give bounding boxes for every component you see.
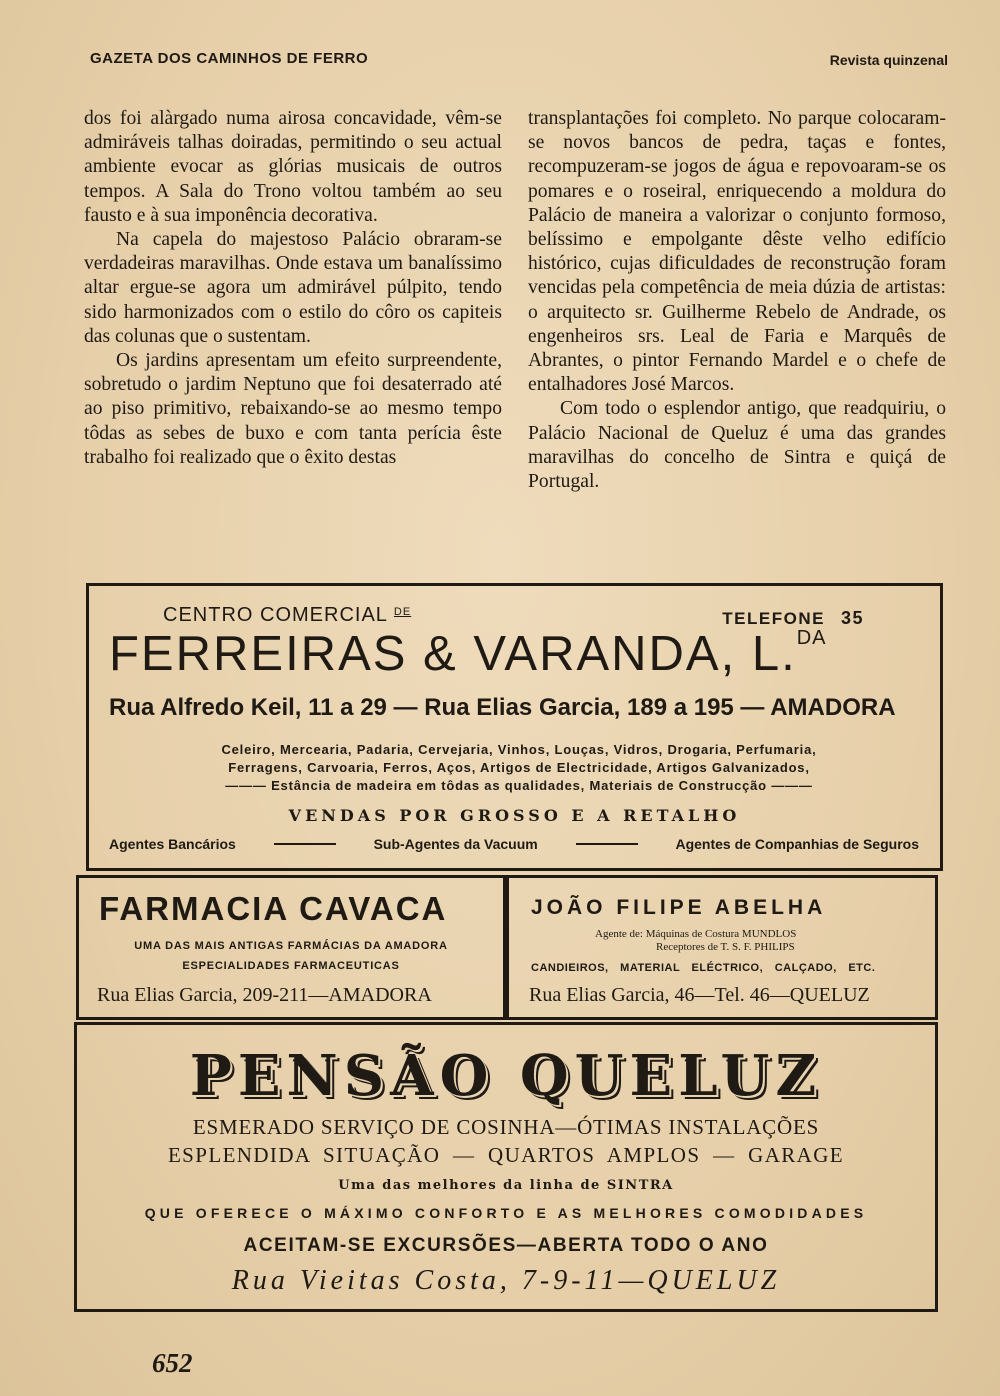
paragraph: dos foi alàrgado numa airosa concavidade, vêm-se admiráveis talhas doiradas, permitindo o seu actual ambiente evocar as glórias musicais de outros tempos. A Sala do Trono voltou também ao seu fausto e à sua imponência decorativa. xyxy=(84,108,502,226)
ad-pensao-line: ESPLENDIDA SITUAÇÃO — QUARTOS AMPLOS — GARAGE xyxy=(167,1143,845,1167)
ad-farmacia-cavaca xyxy=(76,875,506,1020)
ad-ferreiras-agent: Agentes de Companhias de Seguros xyxy=(675,836,919,852)
ad-pensao-line: QUE OFERECE O MÁXIMO CONFORTO E AS MELHORES COMODIDADES xyxy=(144,1205,868,1221)
ad-ferreiras-firm: FERREIRAS & VARANDA, L.$^{DA}$ xyxy=(109,627,827,681)
ad-ferreiras-de: DE xyxy=(393,606,412,618)
ad-pensao-line: ACEITAM-SE EXCURSÕES—ABERTA TODO O ANO xyxy=(243,1235,769,1256)
ad-farmacia-name: FARMACIA CAVACA xyxy=(99,890,448,927)
ad-ferreiras-firm-suffix: DA xyxy=(796,627,827,649)
ad-abelha-name: JOÃO FILIPE ABELHA xyxy=(531,896,827,919)
ad-pensao-address: Rua Vieitas Costa, 7-9-11—QUELUZ xyxy=(231,1265,781,1296)
ad-ferreiras-vendas: VENDAS POR GROSSO E A RETALHO xyxy=(288,806,741,825)
article-column-left xyxy=(84,107,502,470)
ad-pensao-queluz xyxy=(74,1022,938,1312)
ad-farmacia-sub2: ESPECIALIDADES FARMACEUTICAS xyxy=(182,960,400,972)
ad-pensao-line: Uma das melhores da linha de SINTRA xyxy=(338,1178,674,1193)
ad-abelha-agent-line: Agente de: Máquinas de Costura MUNDLOS xyxy=(595,928,797,940)
paragraph: Os jardins apresentam um efeito surpreendente, sobretudo o jardim Neptuno que foi desaterrado até ao piso primitivo, rebaixando-se ao mesmo tempo tôdas as sebes de buxo e com tanta perícia êste trabalho foi realizado que o êxito destas xyxy=(84,350,502,468)
ad-abelha-agent-line: Receptores de T. S. F. PHILIPS xyxy=(656,941,795,953)
ad-pensao-title: PENSÃO QUELUZ xyxy=(189,1043,823,1109)
ad-abelha-agent xyxy=(595,928,796,954)
ad-ferreiras-agent: Sub-Agentes da Vacuum xyxy=(373,836,538,852)
ad-ferreiras-list xyxy=(139,741,899,795)
ad-pensao-line: ESMERADO SERVIÇO DE COSINHA—ÓTIMAS INSTALAÇÕES xyxy=(192,1115,820,1139)
ad-abelha-address: Rua Elias Garcia, 46—Tel. 46—QUELUZ xyxy=(529,984,870,1006)
divider xyxy=(274,843,336,845)
ad-ferreiras-centro: CENTRO COMERCIAL $^{DE}$ xyxy=(163,604,412,626)
paragraph: Na capela do majestoso Palácio obraram-se verdadeiras maravilhas. Onde estava um banalíssimo altar ergue-se agora um admirável púlpito, tendo sido harmonizados com o estilo do côro os capiteis das colunas que o sustentam. xyxy=(84,229,502,347)
ad-farmacia-sub1: UMA DAS MAIS ANTIGAS FARMÁCIAS DA AMADORA xyxy=(134,940,448,952)
article-column-right xyxy=(528,107,946,494)
ad-ferreiras-list-line: ——— Estância de madeira em tôdas as qualidades, Materiais de Construcção ——— xyxy=(225,778,813,793)
ad-ferreiras-agent: Agentes Bancários xyxy=(109,836,236,852)
page-number: 652 xyxy=(152,1348,193,1378)
journal-title: GAZETA DOS CAMINHOS DE FERRO xyxy=(90,50,369,67)
ad-abelha-items: CANDIEIROS, MATERIAL ELÉCTRICO, CALÇADO, ETC. xyxy=(531,962,876,974)
ad-ferreiras-list-line: Celeiro, Mercearia, Padaria, Cervejaria, Vinhos, Louças, Vidros, Drogaria, Perfumaria, xyxy=(221,742,817,757)
ad-farmacia-address: Rua Elias Garcia, 209-211—AMADORA xyxy=(97,984,432,1006)
journal-subtitle: Revista quinzenal xyxy=(829,52,948,68)
ad-ferreiras-telefone-number: 35 xyxy=(840,608,864,628)
ad-ferreiras-varanda xyxy=(86,583,943,871)
ad-ferreiras-agents xyxy=(109,836,919,852)
ad-ferreiras-list-line: Ferragens, Carvoaria, Ferros, Aços, Artigos de Electricidade, Artigos Galvanizados, xyxy=(228,760,810,775)
ad-joao-filipe-abelha xyxy=(506,875,938,1020)
paragraph: transplantações foi completo. No parque colocaram-se novos bancos de pedra, taças e fontes, recompuzeram-se jogos de água e repovoaram-se os pomares e o roseiral, enriquecendo a moldura do Palácio de maneira a valorizar o conjunto formoso, belíssimo e empolgante dêste velho edifício histórico, cujas dificuldades de reconstrução foram vencidas pela competência de meia dúzia de artistas: o arquitecto sr. Guilherme Rebelo de Andrade, os engenheiros srs. Leal de Faria e Marquês de Abrantes, o pintor Fernando Mardel e o chefe de entalhadores José Marcos. xyxy=(528,108,946,396)
ad-ferreiras-telefone: TELEFONE 35 xyxy=(722,608,864,628)
ad-ferreiras-address: Rua Alfredo Keil, 11 a 29 — Rua Elias Garcia, 189 a 195 — AMADORA xyxy=(109,694,896,721)
divider xyxy=(576,843,638,845)
paragraph: Com todo o esplendor antigo, que readquiriu, o Palácio Nacional de Queluz é uma das grandes maravilhas do concelho de Sintra e quiçá de Portugal. xyxy=(528,398,946,493)
